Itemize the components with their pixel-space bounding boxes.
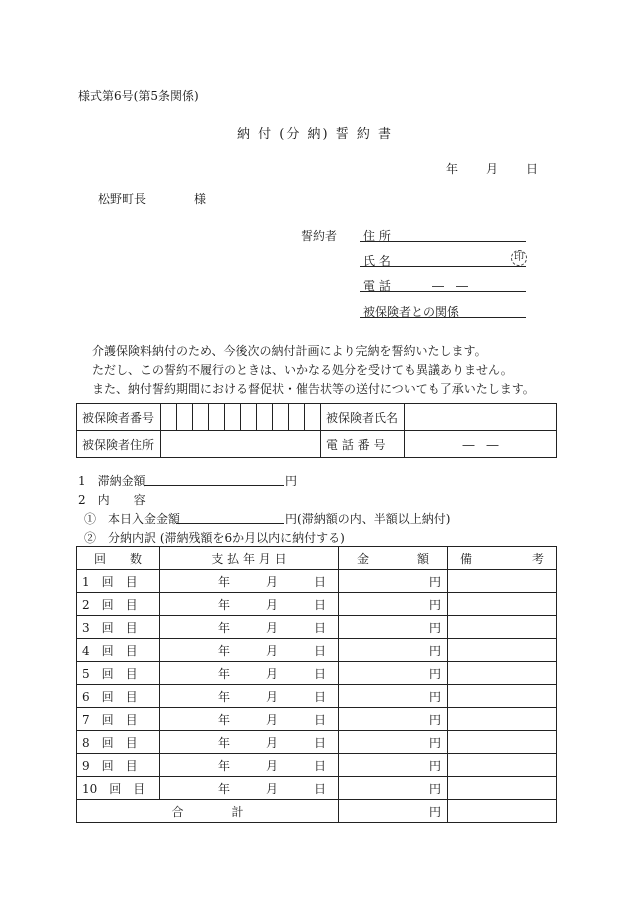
insured-number-box-5[interactable] xyxy=(225,404,241,431)
insured-number-box-1[interactable] xyxy=(161,404,177,431)
schedule-row xyxy=(77,570,557,593)
installment-remarks[interactable] xyxy=(448,685,557,708)
document-title: 納 付 (分 納) 誓 約 書 xyxy=(237,127,393,142)
date-month-label: 月 xyxy=(265,712,278,727)
name-line xyxy=(360,266,526,267)
schedule-row xyxy=(77,593,557,616)
installment-remarks[interactable] xyxy=(448,754,557,777)
phone-line xyxy=(360,291,526,292)
installment-amount[interactable]: 円 xyxy=(339,754,448,777)
header-count: 回 数 xyxy=(77,547,160,570)
installment-remarks[interactable] xyxy=(448,616,557,639)
installment-amount[interactable]: 円 xyxy=(339,731,448,754)
schedule-row xyxy=(77,708,557,731)
schedule-row xyxy=(77,731,557,754)
date-line xyxy=(446,160,538,177)
installment-label: 5 回 目 xyxy=(77,662,160,685)
form-number: 様式第6号(第5条関係) xyxy=(78,89,199,103)
body-text-1: 介護保険料納付のため、今後次の納付計画により完納を誓約いたします。 xyxy=(92,344,487,358)
date-day-label: 日 xyxy=(313,574,326,589)
installment-remarks[interactable] xyxy=(448,593,557,616)
payment-date[interactable] xyxy=(160,777,339,800)
info-table xyxy=(76,403,557,458)
payment-date[interactable] xyxy=(160,639,339,662)
date-year-label: 年 xyxy=(217,758,230,773)
section1-label: 1 滞納金額 xyxy=(78,474,146,488)
date-day-label: 日 xyxy=(313,735,326,750)
date-month-label: 月 xyxy=(265,781,278,796)
insured-address-label: 被保険者住所 xyxy=(77,431,161,458)
installment-label: 4 回 目 xyxy=(77,639,160,662)
date-year-label: 年 xyxy=(217,643,230,658)
installment-amount[interactable]: 円 xyxy=(339,616,448,639)
addressee-honorific: 様 xyxy=(194,192,207,206)
payment-date[interactable] xyxy=(160,593,339,616)
installment-label: 3 回 目 xyxy=(77,616,160,639)
date-day-label: 日 xyxy=(313,689,326,704)
item1-amount-line[interactable] xyxy=(176,523,284,524)
date-year: 年 xyxy=(446,162,459,176)
schedule-table xyxy=(76,546,557,823)
installment-label: 1 回 目 xyxy=(77,570,160,593)
date-year-label: 年 xyxy=(217,735,230,750)
info-row-1 xyxy=(77,404,557,431)
payment-date[interactable] xyxy=(160,616,339,639)
info-phone-label: 電 話 番 号 xyxy=(321,431,405,458)
installment-label: 2 回 目 xyxy=(77,593,160,616)
address-label: 住 所 xyxy=(363,229,391,243)
item1-unit-note xyxy=(285,510,450,527)
date-day: 日 xyxy=(526,162,539,176)
date-month-label: 月 xyxy=(265,666,278,681)
body-text-3: また、納付誓約期間における督促状・催告状等の送付についても了承いたします。 xyxy=(92,382,535,396)
schedule-row xyxy=(77,616,557,639)
installment-label: 9 回 目 xyxy=(77,754,160,777)
total-amount[interactable]: 円 xyxy=(339,800,448,823)
date-day-label: 日 xyxy=(313,781,326,796)
seal-mark: 印 xyxy=(511,250,527,266)
item1-label: ① 本日入金金額 xyxy=(84,512,181,526)
date-year-label: 年 xyxy=(217,574,230,589)
date-day-label: 日 xyxy=(313,597,326,612)
header-payment-date: 支 払 年 月 日 xyxy=(160,547,339,570)
insured-number-box-10[interactable] xyxy=(305,404,321,431)
section1-amount-line[interactable] xyxy=(144,485,284,486)
date-month-label: 月 xyxy=(265,574,278,589)
insured-number-box-6[interactable] xyxy=(241,404,257,431)
payment-date[interactable] xyxy=(160,754,339,777)
installment-amount[interactable]: 円 xyxy=(339,685,448,708)
date-month: 月 xyxy=(486,162,499,176)
installment-amount[interactable]: 円 xyxy=(339,593,448,616)
date-year-label: 年 xyxy=(217,597,230,612)
date-year-label: 年 xyxy=(217,712,230,727)
payment-date[interactable] xyxy=(160,662,339,685)
installment-label: 6 回 目 xyxy=(77,685,160,708)
date-day-label: 日 xyxy=(313,620,326,635)
insured-number-box-4[interactable] xyxy=(209,404,225,431)
date-day-label: 日 xyxy=(313,666,326,681)
date-month-label: 月 xyxy=(265,620,278,635)
schedule-row xyxy=(77,662,557,685)
installment-label: 7 回 目 xyxy=(77,708,160,731)
installment-amount[interactable]: 円 xyxy=(339,777,448,800)
section1-unit: 円 xyxy=(285,474,298,488)
installment-remarks[interactable] xyxy=(448,777,557,800)
insured-name-label: 被保険者氏名 xyxy=(321,404,405,431)
payment-date[interactable] xyxy=(160,570,339,593)
installment-remarks[interactable] xyxy=(448,570,557,593)
total-remarks[interactable] xyxy=(448,800,557,823)
date-month-label: 月 xyxy=(265,597,278,612)
installment-remarks[interactable] xyxy=(448,662,557,685)
date-year-label: 年 xyxy=(217,781,230,796)
date-day-label: 日 xyxy=(313,712,326,727)
insured-address-value[interactable] xyxy=(161,431,321,458)
schedule-row xyxy=(77,685,557,708)
date-month-label: 月 xyxy=(265,643,278,658)
addressee-name: 松野町長 xyxy=(98,192,147,206)
installment-amount[interactable]: 円 xyxy=(339,639,448,662)
name-label: 氏 名 xyxy=(363,254,391,268)
installment-label: 10 回 目 xyxy=(77,777,160,800)
total-row xyxy=(77,800,557,823)
date-year-label: 年 xyxy=(217,620,230,635)
installment-remarks[interactable] xyxy=(448,731,557,754)
payment-date[interactable] xyxy=(160,708,339,731)
addressee xyxy=(98,190,206,207)
info-phone-value[interactable]: ― ― xyxy=(405,431,557,458)
address-line xyxy=(360,241,526,242)
relation-label: 被保険者との関係 xyxy=(363,305,460,319)
item1-note: (滞納額の内、半額以上納付) xyxy=(297,512,451,526)
date-year-label: 年 xyxy=(217,689,230,704)
date-day-label: 日 xyxy=(313,643,326,658)
header-amount: 金 額 xyxy=(339,547,448,570)
installment-amount[interactable]: 円 xyxy=(339,570,448,593)
schedule-row xyxy=(77,754,557,777)
body-text-2: ただし、この誓約不履行のときは、いかなる処分を受けても異議ありません。 xyxy=(92,363,513,377)
payment-date[interactable] xyxy=(160,731,339,754)
insured-number-box-8[interactable] xyxy=(273,404,289,431)
installment-amount[interactable]: 円 xyxy=(339,708,448,731)
date-day-label: 日 xyxy=(313,758,326,773)
insured-name-value[interactable] xyxy=(405,404,557,431)
insured-number-box-2[interactable] xyxy=(177,404,193,431)
date-month-label: 月 xyxy=(265,758,278,773)
date-month-label: 月 xyxy=(265,735,278,750)
item1-unit: 円 xyxy=(285,512,298,526)
insured-number-box-3[interactable] xyxy=(193,404,209,431)
date-year-label: 年 xyxy=(217,666,230,681)
schedule-row xyxy=(77,777,557,800)
info-row-2 xyxy=(77,431,557,458)
payment-date[interactable] xyxy=(160,685,339,708)
section2-label: 2 内 容 xyxy=(78,493,146,507)
installment-amount[interactable]: 円 xyxy=(339,662,448,685)
insured-number-box-9[interactable] xyxy=(289,404,305,431)
insured-number-box-7[interactable] xyxy=(257,404,273,431)
installment-label: 8 回 目 xyxy=(77,731,160,754)
phone-dashes: ― ― xyxy=(432,279,469,293)
schedule-header-row xyxy=(77,547,557,570)
total-label: 合 計 xyxy=(77,800,339,823)
insured-number-label: 被保険者番号 xyxy=(77,404,161,431)
schedule-row xyxy=(77,639,557,662)
installment-remarks[interactable] xyxy=(448,639,557,662)
header-remarks: 備 考 xyxy=(448,547,557,570)
relation-line xyxy=(360,317,526,318)
item2-label: ② 分納内訳 (滞納残額を6か月以内に納付する) xyxy=(84,531,345,545)
installment-remarks[interactable] xyxy=(448,708,557,731)
date-month-label: 月 xyxy=(265,689,278,704)
phone-label: 電 話 xyxy=(363,279,391,293)
pledger-label: 誓約者 xyxy=(301,229,338,243)
